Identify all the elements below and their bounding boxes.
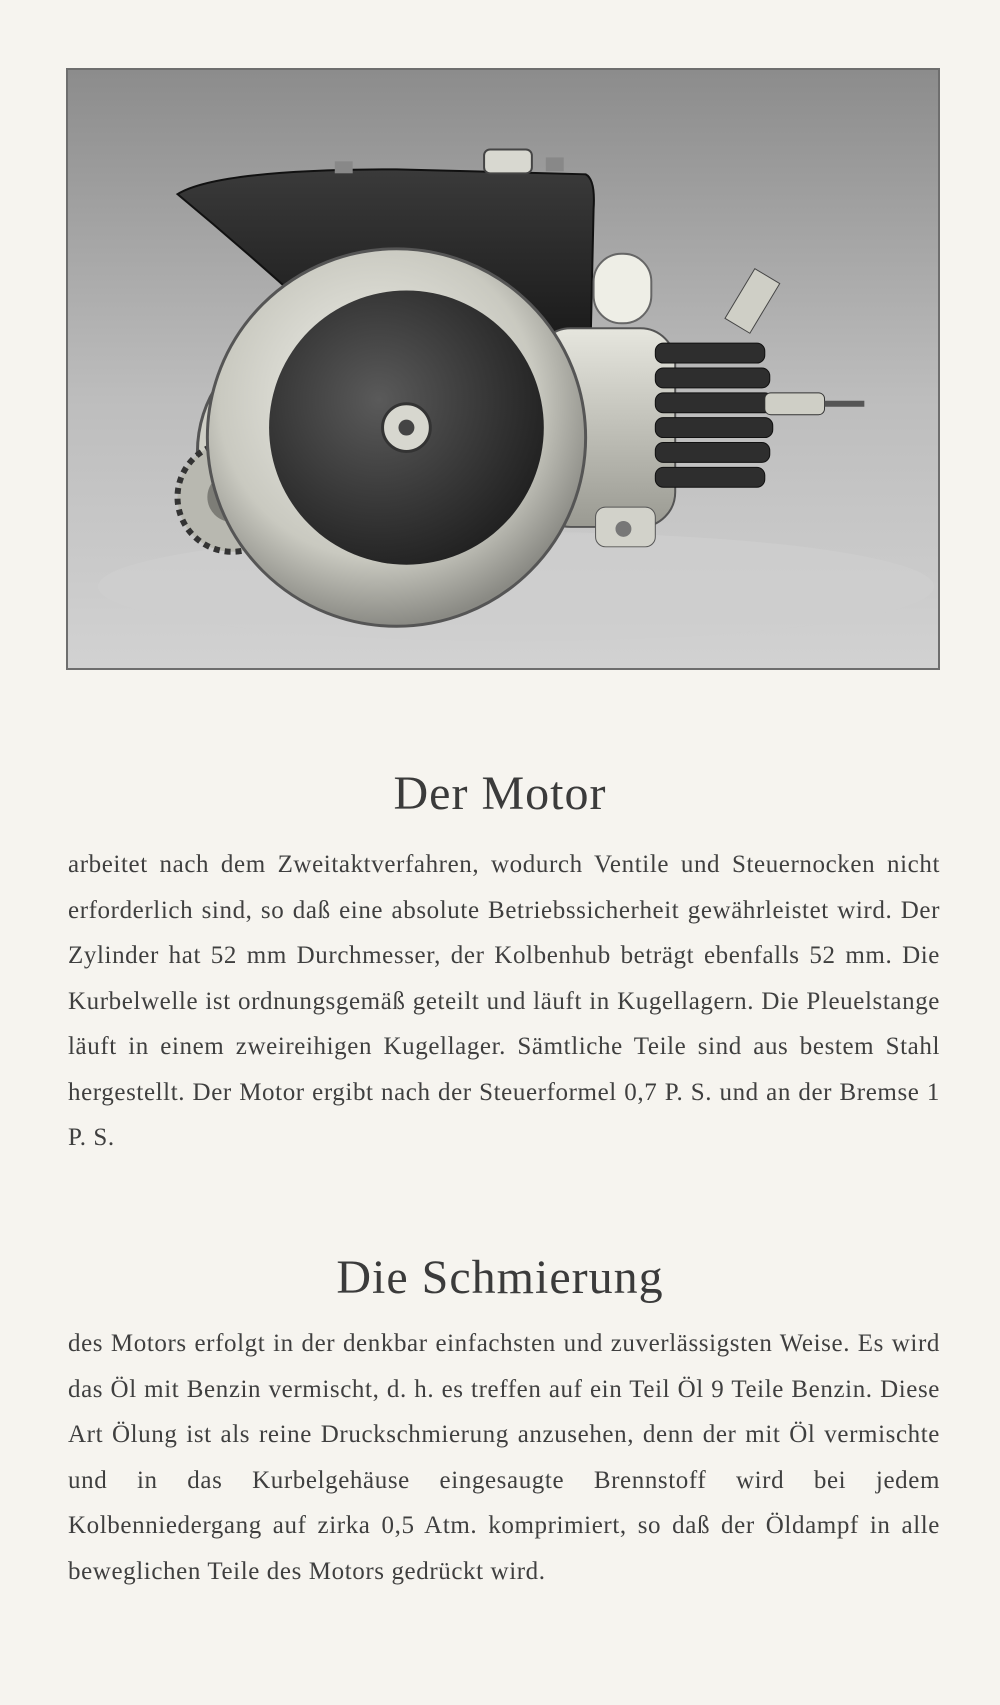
section-text-schmierung: des Motors erfolgt in der denkbar einfachsten und zuverlässigsten Weise. Es wird das Öl mit Benzin vermischt, d. h. es treffen auf ein Teil Öl 9 Teile Benzin. Diese Art Ölung ist als reine Druckschmierung anzusehen, denn der mit Öl vermischte und in das Kurbelgehäuse eingesaugte Brennstoff wird bei jedem Kolbenniedergang auf zirka 0,5 Atm. komprimiert, so daß der Öldampf in alle beweglichen Teile des Motors gedrückt wird. bbox=[68, 1330, 940, 1585]
section-heading-motor: Der Motor bbox=[393, 767, 607, 820]
section-heading-schmierung: Die Schmierung bbox=[336, 1251, 664, 1304]
engine-illustration bbox=[68, 70, 938, 668]
engine-photo bbox=[66, 68, 940, 670]
section-text-motor: arbeitet nach dem Zweitaktverfahren, wodurch Ventile und Steuernocken nicht erforderlich sind, so daß eine absolute Betriebssicherheit gewährleistet wird. Der Zylinder hat 52 mm Durchmesser, der Kolbenhub beträgt ebenfalls 52 mm. Die Kurbelwelle ist ordnungsgemäß geteilt und läuft in Kugellagern. Die Pleuelstange läuft in einem zweireihigen Kugellager. Sämtliche Teile sind aus bestem Stahl hergestellt. Der Motor ergibt nach der Steuerformel 0,7 P. S. und an der Bremse 1 P. S. bbox=[68, 851, 940, 1151]
